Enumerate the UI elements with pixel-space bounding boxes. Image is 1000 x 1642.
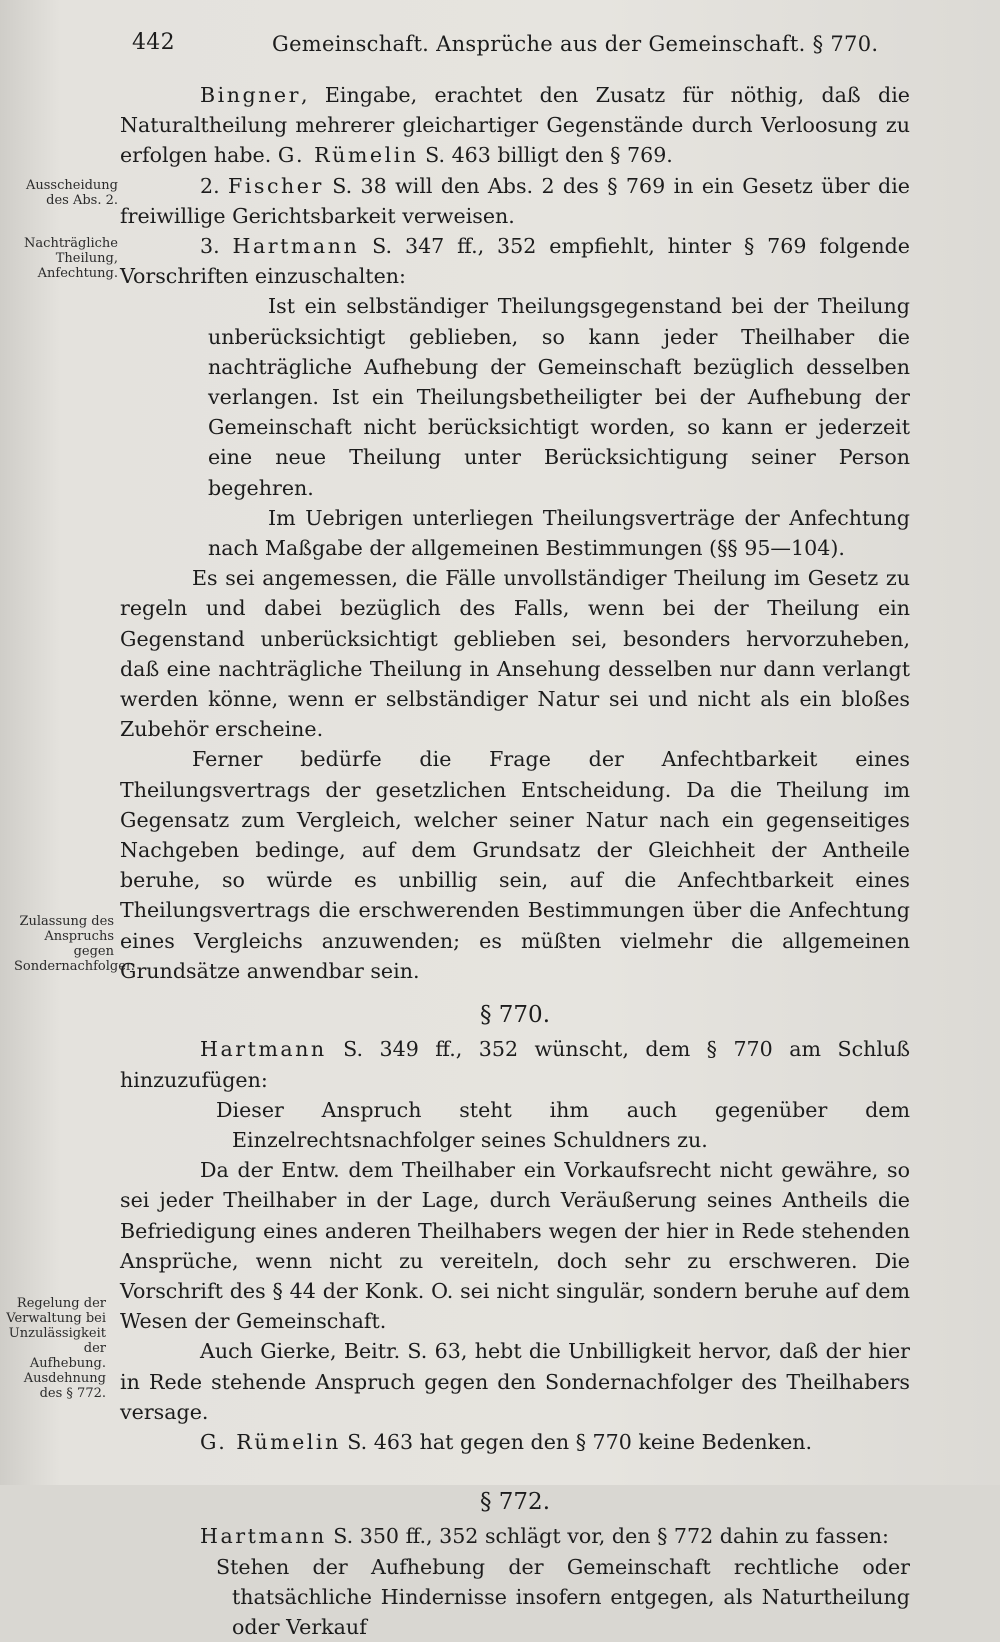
paragraph: [120, 231, 910, 291]
margin-note-3: Zulassung des Anspruchs gegen Sondernachfolger.: [14, 914, 135, 974]
paragraph: [120, 1336, 910, 1427]
page-header: [132, 22, 892, 62]
main-text: [120, 80, 910, 1642]
paragraph: [120, 1521, 910, 1551]
paragraph-text: S. 347 ff., 352 empfiehlt, hinter § 769 folgende Vorschriften einzuschalten:: [120, 234, 910, 289]
author-name: Auch Gierke: [200, 1339, 330, 1364]
paragraph: Es sei angemessen, die Fälle unvollständiger Theilung im Gesetz zu regeln und dabei bezüglich des Falls, wenn bei der Theilung ein Gegenstand unberücksichtigt geblieben sei, besonders hervorzuheben, daß eine nachträgliche Theilung in Ansehung desselben nur dann verlangt werden könne, wenn er selbständiger Natur sei und nicht als ein bloßes Zubehör erscheine.: [120, 566, 910, 742]
paragraph-text: S. 350 ff., 352 schlägt vor, den § 772 dahin zu fassen:: [326, 1524, 889, 1549]
quoted-provision: Stehen der Aufhebung der Gemeinschaft rechtliche oder thatsächliche Hindernisse insofern entgegen, als Naturtheilung oder Verkauf: [216, 1554, 910, 1639]
paragraph-text: , Eingabe, erachtet den Zusatz für nöthig, daß die Naturaltheilung mehrerer gleichartiger Gegenstände durch Verloosung zu erfolgen habe.: [120, 83, 910, 168]
paragraph: [120, 171, 910, 231]
author-name: Hartmann: [200, 1524, 327, 1549]
margin-note-2: Nachträgliche Theilung, Anfechtung.: [24, 236, 118, 281]
author-name: Fischer: [228, 173, 324, 198]
quoted-provision: Dieser Anspruch steht ihm auch gegenüber dem Einzelrechtsnachfolger seines Schuldners zu.: [216, 1097, 910, 1152]
paragraph-text: , Beitr. S. 63, hebt die Unbilligkeit hervor, daß der hier in Rede stehende Anspruch gegen den Sondernachfolger des Theilhabers versage.: [120, 1339, 910, 1424]
author-name: G. Rümelin: [277, 143, 419, 168]
paragraph: Ferner bedürfe die Frage der Anfechtbarkeit eines Theilungsvertrags der gesetzlichen Entscheidung. Da die Theilung im Gegensatz zum Vergleich, welcher seiner Natur nach ein gegenseitiges Nachgeben bedinge, auf dem Grundsatz der Gleichheit der Antheile beruhe, so würde es unbillig sein, auf die Anfechtbarkeit eines Theilungsvertrags die erschwerenden Bestimmungen über die Anfechtung eines Vergleichs anzuwenden; es müßten vielmehr die allgemeinen Grundsätze anwendbar sein.: [120, 747, 910, 983]
item-number: 2.: [200, 173, 229, 198]
section-heading-770: § 770.: [479, 1002, 551, 1029]
paragraph: [120, 1034, 910, 1094]
quoted-provision: Ist ein selbständiger Theilungsgegenstand bei der Theilung unberücksichtigt geblieben, so kann jeder Theilhaber die nachträgliche Aufhebung der Gemeinschaft bezüglich desselben verlangen. Ist ein Theilungsbetheiligter bei der Aufhebung der Gemeinschaft nicht berücksichtigt worden, so kann er jederzeit eine neue Theilung unter Berücksichtigung seiner Person begehren.: [208, 294, 910, 500]
paragraph: Da der Entw. dem Theilhaber ein Vorkaufsrecht nicht gewähre, so sei jeder Theilhaber in der Lage, durch Veräußerung seines Antheils die Befriedigung eines anderen Theilhabers wegen der hier in Rede stehenden Ansprüche, wenn nicht zu vereiteln, doch sehr zu erschweren. Die Vorschrift des § 44 der Konk. O. sei nicht singulär, sondern beruhe auf dem Wesen der Gemeinschaft.: [120, 1158, 910, 1334]
paragraph-text: S. 463 hat gegen den § 770 keine Bedenken.: [340, 1429, 813, 1454]
author-name: Hartmann: [232, 234, 360, 259]
running-title: Gemeinschaft. Ansprüche aus der Gemeinschaft. § 770.: [272, 32, 879, 56]
section-heading-772: § 772.: [479, 1489, 551, 1516]
paragraph-text: S. 38 will den Abs. 2 des § 769 in ein Gesetz über die freiwillige Gerichtsbarkeit verweisen.: [120, 173, 910, 228]
paragraph: [120, 80, 910, 171]
author-name: G. Rümelin: [200, 1429, 341, 1454]
item-number: 3.: [200, 234, 233, 259]
paragraph-text: S. 349 ff., 352 wünscht, dem § 770 am Schluß hinzuzufügen:: [120, 1037, 910, 1092]
author-name: Bingner: [200, 83, 301, 107]
quoted-provision: Im Uebrigen unterliegen Theilungsverträge der Anfechtung nach Maßgabe der allgemeinen Bestimmungen (§§ 95—104).: [208, 505, 910, 561]
author-name: Hartmann: [200, 1037, 327, 1062]
paragraph: [120, 1427, 910, 1457]
paragraph-text: S. 463 billigt den § 769.: [418, 143, 673, 168]
margin-note-4: Regelung der Verwaltung bei Unzulässigkeit der Aufhebung. Ausdehnung des § 772.: [6, 1296, 106, 1401]
margin-note-1: Ausscheidung des Abs. 2.: [26, 178, 118, 208]
page-number: 442: [132, 30, 175, 55]
